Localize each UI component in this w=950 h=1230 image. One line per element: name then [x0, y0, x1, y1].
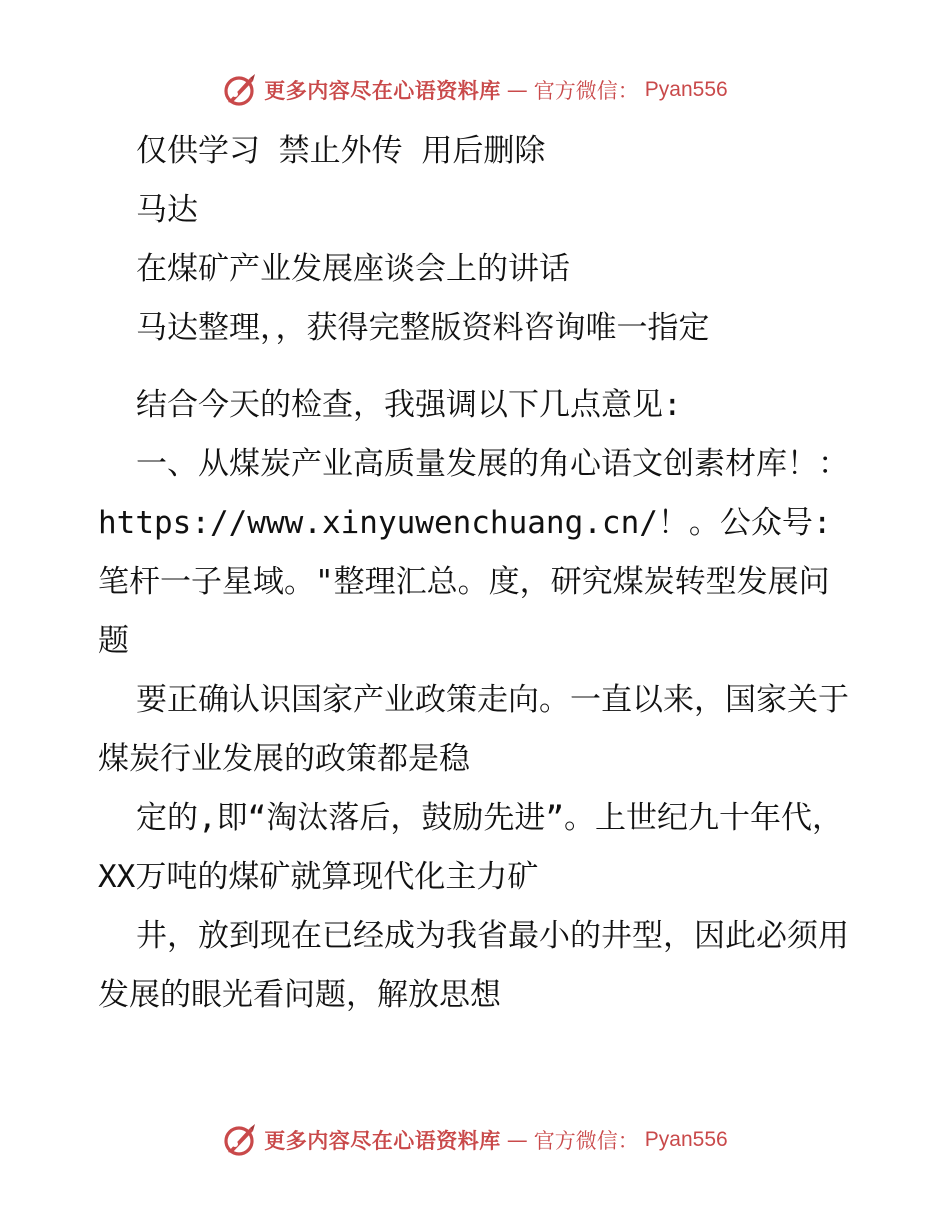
- watermark-dash: —: [506, 78, 528, 102]
- paragraph-history: 定的,即“淘汰落后，鼓励先进”。上世纪九十年代，XX万吨的煤矿就算现代化主力矿: [98, 800, 843, 895]
- watermark-wechat-id: Pyan556: [644, 1128, 728, 1151]
- paragraph-section-one: 一、从煤炭产业高质量发展的角心语文创素材库！：https://www.xinyuwenchuang.cn/！。公众号: 笔杆一子星域。"整理汇总。度，研究煤炭转型发展问题: [98, 446, 849, 659]
- watermark-text: 更多内容尽在心语资料库: [264, 1128, 501, 1153]
- paragraph-conclusion: 井，放到现在已经成为我省最小的井型，因此必须用发展的眼光看问题，解放思想: [98, 918, 849, 1013]
- notice-line: 仅供学习 禁止外传 用后删除: [136, 133, 546, 169]
- speech-title: 在煤矿产业发展座谈会上的讲话: [136, 251, 570, 287]
- footer-watermark: [0, 1120, 950, 1160]
- quill-logo-icon: [222, 72, 258, 108]
- watermark-wechat-id: Pyan556: [644, 78, 728, 101]
- compiler-line: 马达整理，，获得完整版资料咨询唯一指定: [136, 310, 710, 346]
- quill-logo-icon: [222, 1122, 258, 1158]
- author-line: 马达: [136, 192, 198, 228]
- watermark-text: 更多内容尽在心语资料库: [264, 78, 501, 103]
- paragraph-intro: 结合今天的检查，我强调以下几点意见:: [136, 387, 682, 423]
- document-body: [98, 122, 858, 1025]
- watermark-official-label: 官方微信：: [533, 1129, 639, 1153]
- header-watermark: [0, 70, 950, 110]
- paragraph-policy: 要正确认识国家产业政策走向。一直以来，国家关于煤炭行业发展的政策都是稳: [98, 682, 849, 777]
- watermark-dash: —: [506, 1128, 528, 1152]
- watermark-official-label: 官方微信：: [533, 79, 639, 103]
